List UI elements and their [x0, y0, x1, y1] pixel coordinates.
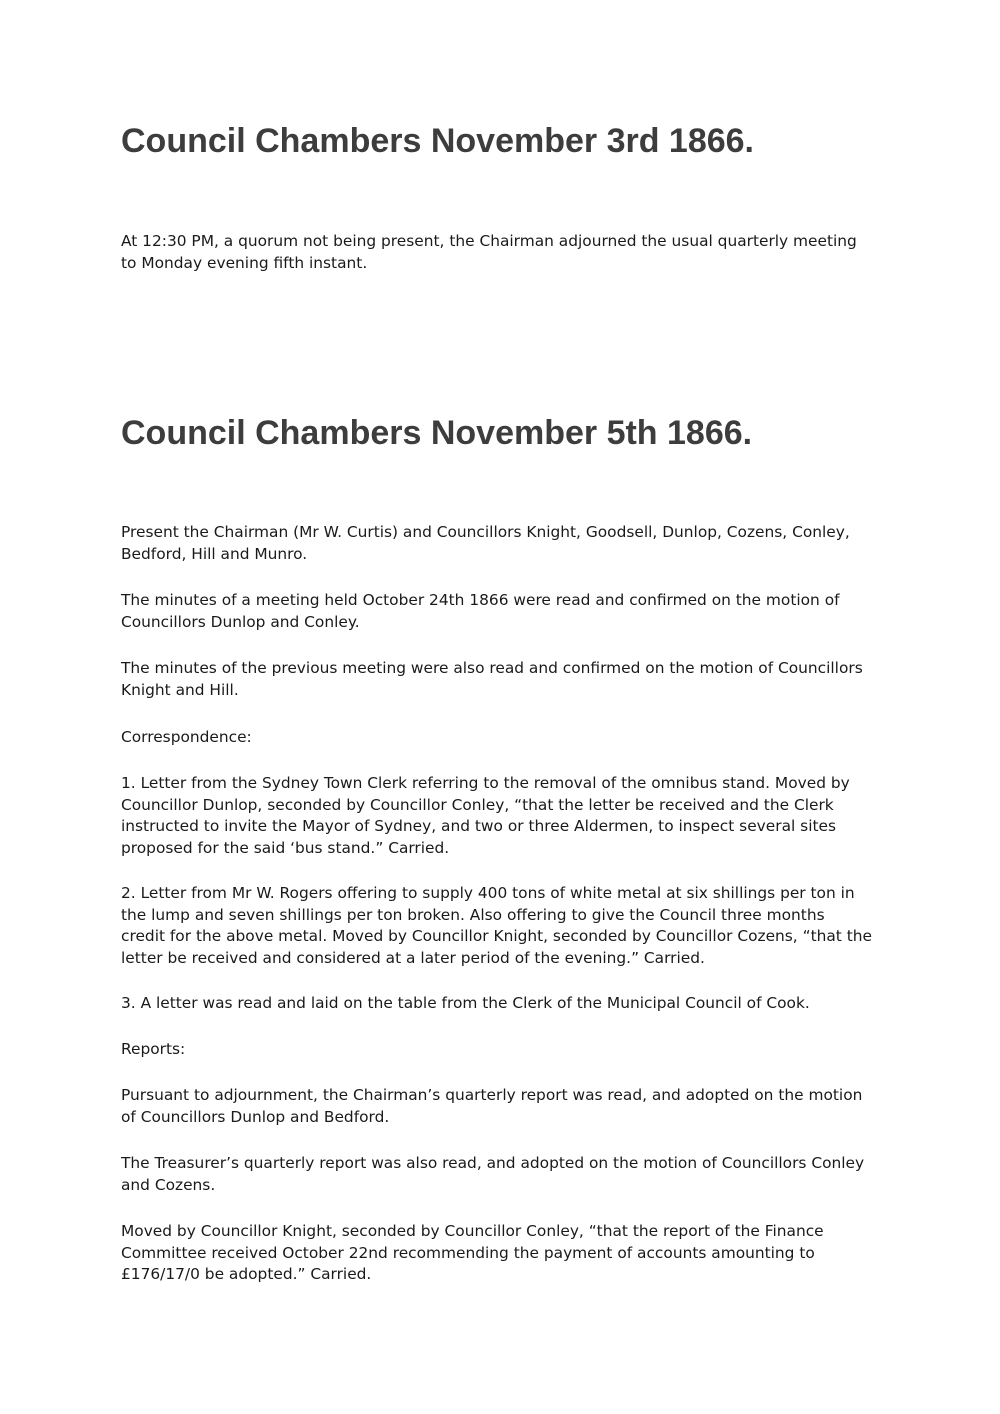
text-line: Councillors Dunlop and Conley.	[121, 612, 360, 631]
text-line: Bedford, Hill and Munro.	[121, 544, 308, 563]
text-line: 3. A letter was read and laid on the table from the Clerk of the Municipal Council of Cook.	[121, 994, 810, 1012]
text-line: credit for the above metal. Moved by Councillor Knight, seconded by Councillor Cozens, “that the	[121, 927, 872, 945]
text-line: and Cozens.	[121, 1175, 216, 1194]
text-line: Committee received October 22nd recommending the payment of accounts amounting to	[121, 1243, 815, 1262]
report-treasurer	[121, 1153, 891, 1196]
paragraph-adjournment	[121, 231, 891, 274]
text-line: The minutes of a meeting held October 24th 1866 were read and confirmed on the motion of	[121, 591, 840, 609]
text-line: Present the Chairman (Mr W. Curtis) and Councillors Knight, Goodsell, Dunlop, Cozens, Conley,	[121, 523, 850, 541]
text-line: At 12:30 PM, a quorum not being present, the Chairman adjourned the usual quarterly meeting	[121, 232, 857, 250]
text-line: to Monday evening fifth instant.	[121, 253, 368, 272]
text-line: of Councillors Dunlop and Bedford.	[121, 1107, 390, 1126]
text-line: proposed for the said ‘bus stand.” Carried.	[121, 838, 450, 857]
report-finance-committee	[121, 1221, 891, 1286]
text-line: 1. Letter from the Sydney Town Clerk referring to the removal of the omnibus stand. Moved by	[121, 774, 850, 792]
paragraph-minutes-previous	[121, 658, 891, 701]
text-line: The minutes of the previous meeting were also read and confirmed on the motion of Councillors	[121, 659, 863, 677]
reports-label	[121, 1039, 891, 1061]
text-line: instructed to invite the Mayor of Sydney, and two or three Aldermen, to inspect several sites	[121, 817, 836, 835]
text-line: The Treasurer’s quarterly report was also read, and adopted on the motion of Councillors Conley	[121, 1154, 865, 1172]
text-line: 2. Letter from Mr W. Rogers offering to supply 400 tons of white metal at six shillings per ton in	[121, 884, 855, 902]
correspondence-item-3	[121, 993, 891, 1015]
correspondence-item-1	[121, 773, 891, 859]
text-line: the lump and seven shillings per ton broken. Also offering to give the Council three months	[121, 905, 825, 924]
text-line: £176/17/0 be adopted.” Carried.	[121, 1265, 372, 1283]
text-line: Correspondence:	[121, 728, 252, 746]
text-line: Councillor Dunlop, seconded by Councillor Conley, “that the letter be received and the Clerk	[121, 795, 834, 814]
text-line: Knight and Hill.	[121, 680, 239, 699]
heading-november-5th: Council Chambers November 5th 1866.	[121, 414, 753, 452]
text-line: Moved by Councillor Knight, seconded by Councillor Conley, “that the report of the Finance	[121, 1222, 824, 1240]
paragraph-minutes-october	[121, 590, 891, 633]
text-line: Reports:	[121, 1040, 186, 1058]
report-chairman	[121, 1085, 891, 1128]
correspondence-label	[121, 727, 891, 749]
text-line: letter be received and considered at a later period of the evening.” Carried.	[121, 948, 705, 967]
heading-november-3rd: Council Chambers November 3rd 1866.	[121, 122, 755, 160]
text-line: Pursuant to adjournment, the Chairman’s quarterly report was read, and adopted on the motion	[121, 1086, 863, 1104]
paragraph-present	[121, 522, 891, 565]
correspondence-item-2	[121, 883, 891, 969]
